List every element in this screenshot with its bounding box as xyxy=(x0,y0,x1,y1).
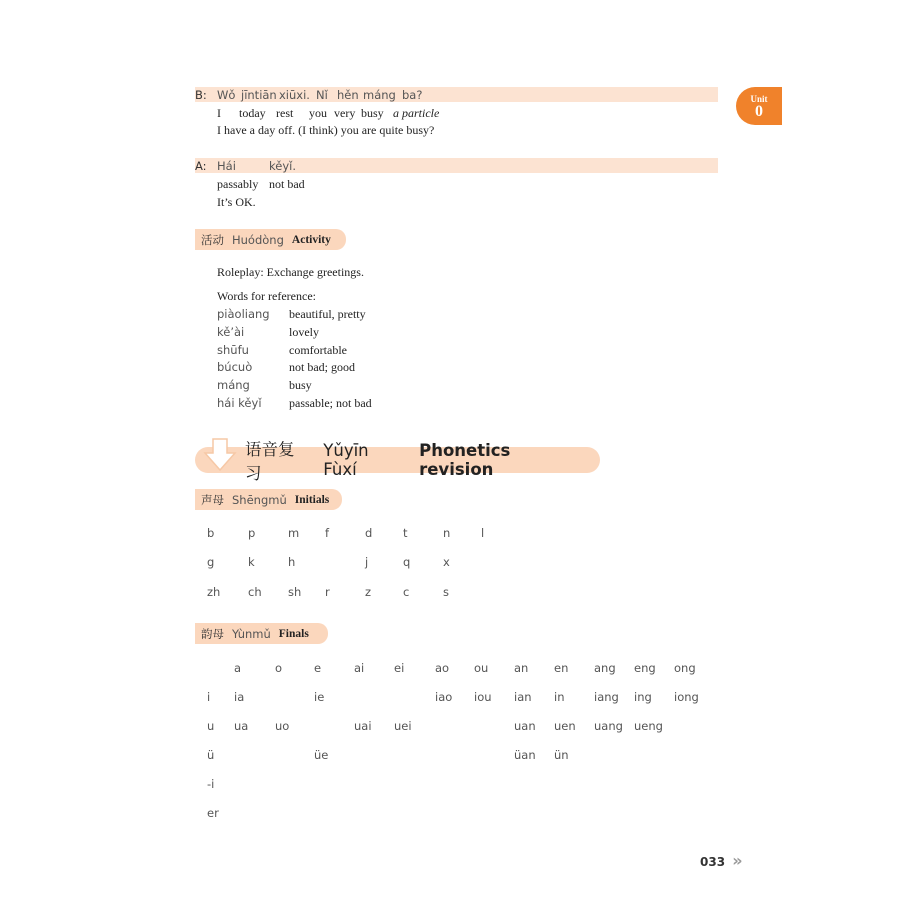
dialogue-a-speaker: A: xyxy=(195,159,207,173)
dialogue-b-gloss-1: I xyxy=(217,106,221,120)
dialogue-a-gloss-1: passably xyxy=(217,177,259,191)
initial-cell: x xyxy=(443,555,450,569)
page-number-value: 033 xyxy=(700,855,726,869)
initial-cell: m xyxy=(288,526,300,540)
initial-cell: b xyxy=(207,526,215,540)
initial-cell: zh xyxy=(207,585,221,599)
final-cell: u xyxy=(207,719,215,733)
final-cell: ao xyxy=(435,661,450,675)
initial-cell: s xyxy=(443,585,449,599)
final-cell: ong xyxy=(674,661,696,675)
initial-cell: n xyxy=(443,526,451,540)
final-cell: i xyxy=(207,690,211,704)
initial-cell: sh xyxy=(288,585,302,599)
ref-word-pinyin: shūfu xyxy=(217,343,249,357)
dialogue-a-gloss-2: not bad xyxy=(269,177,305,191)
final-cell: iong xyxy=(674,690,699,704)
initial-cell: f xyxy=(325,526,330,540)
final-cell: -i xyxy=(207,777,215,791)
dialogue-b-gloss-2: today xyxy=(239,106,266,120)
phonetics-pinyin: Yǔyīn Fùxí xyxy=(323,441,369,479)
initial-cell: k xyxy=(248,555,255,569)
final-cell: er xyxy=(207,806,219,820)
dialogue-a-translation: It’s OK. xyxy=(217,195,256,209)
final-cell: ü xyxy=(207,748,215,762)
initial-cell: g xyxy=(207,555,215,569)
initials-tag-en: Initials xyxy=(294,493,330,506)
activity-ref-heading: Words for reference: xyxy=(217,289,316,303)
initials-tag-pinyin: Shēngmǔ xyxy=(232,492,287,507)
dialogue-b-pinyin-3: xiūxi. xyxy=(279,88,310,102)
dialogue-b-pinyin-6: máng xyxy=(363,88,396,102)
final-cell: ia xyxy=(234,690,245,704)
final-cell: uai xyxy=(354,719,372,733)
final-cell: uang xyxy=(594,719,623,733)
initial-cell: p xyxy=(248,526,256,540)
down-arrow-icon xyxy=(202,437,238,473)
final-cell: a xyxy=(234,661,242,675)
final-cell: iang xyxy=(594,690,619,704)
unit-number: 0 xyxy=(755,103,763,120)
initial-cell: c xyxy=(403,585,410,599)
initial-cell: h xyxy=(288,555,296,569)
final-cell: an xyxy=(514,661,529,675)
initial-cell: z xyxy=(365,585,372,599)
activity-tag-pinyin: Huódòng xyxy=(232,232,284,247)
activity-tag xyxy=(195,229,346,250)
dialogue-b-gloss-6: busy xyxy=(361,106,384,120)
final-cell: uei xyxy=(394,719,412,733)
initials-tag xyxy=(195,489,342,510)
ref-word-meaning: passable; not bad xyxy=(289,396,372,410)
dialogue-a-pinyin-2: kěyǐ. xyxy=(269,159,296,173)
ref-word-meaning: busy xyxy=(289,378,312,392)
dialogue-b-pinyin-4: Nǐ xyxy=(316,88,328,102)
final-cell: uan xyxy=(514,719,536,733)
final-cell: üe xyxy=(314,748,329,762)
phonetics-en: Phonetics revision xyxy=(419,441,511,479)
finals-tag-zh: 韵母 xyxy=(201,626,224,641)
final-cell: en xyxy=(554,661,569,675)
ref-word-pinyin: kě’ài xyxy=(217,325,245,339)
activity-tag-en: Activity xyxy=(291,233,331,246)
final-cell: ian xyxy=(514,690,532,704)
final-cell: ie xyxy=(314,690,325,704)
unit-label: Unit xyxy=(750,94,768,104)
initial-cell: q xyxy=(403,555,411,569)
double-chevron-icon: » xyxy=(732,851,743,870)
final-cell: ing xyxy=(634,690,652,704)
final-cell: e xyxy=(314,661,322,675)
dialogue-b-pinyin-1: Wǒ xyxy=(217,88,236,102)
unit-tab xyxy=(736,87,782,125)
final-cell: in xyxy=(554,690,565,704)
initial-cell: t xyxy=(403,526,408,540)
ref-word-meaning: lovely xyxy=(289,325,319,339)
dialogue-b-pinyin-2: jīntiān xyxy=(241,88,277,102)
page-number xyxy=(700,851,743,870)
initials-tag-zh: 声母 xyxy=(201,492,224,507)
ref-word-pinyin: máng xyxy=(217,378,250,392)
activity-tag-zh: 活动 xyxy=(201,232,224,247)
dialogue-b-gloss-5: very xyxy=(334,106,356,120)
final-cell: üan xyxy=(514,748,536,762)
final-cell: eng xyxy=(634,661,656,675)
phonetics-zh: 语音复习 xyxy=(245,440,295,483)
initial-cell: j xyxy=(365,555,369,569)
final-cell: uen xyxy=(554,719,576,733)
dialogue-b-speaker: B: xyxy=(195,88,207,102)
ref-word-meaning: beautiful, pretty xyxy=(289,307,366,321)
final-cell: ai xyxy=(354,661,365,675)
ref-word-pinyin: búcuò xyxy=(217,360,253,374)
phonetics-revision-header xyxy=(195,440,600,483)
final-cell: ün xyxy=(554,748,569,762)
dialogue-b-pinyin-7: ba? xyxy=(402,88,423,102)
initial-cell: ch xyxy=(248,585,262,599)
final-cell: ueng xyxy=(634,719,663,733)
final-cell: ei xyxy=(394,661,405,675)
dialogue-b-gloss-4: you xyxy=(309,106,327,120)
initial-cell: r xyxy=(325,585,330,599)
final-cell: ou xyxy=(474,661,489,675)
finals-tag-pinyin: Yùnmǔ xyxy=(232,626,271,641)
final-cell: ua xyxy=(234,719,249,733)
final-cell: iou xyxy=(474,690,492,704)
ref-word-pinyin: hái kěyǐ xyxy=(217,396,262,410)
final-cell: uo xyxy=(275,719,290,733)
ref-word-meaning: not bad; good xyxy=(289,360,355,374)
finals-tag xyxy=(195,623,328,644)
initial-cell: d xyxy=(365,526,373,540)
final-cell: o xyxy=(275,661,283,675)
dialogue-b-pinyin-5: hěn xyxy=(337,88,359,102)
finals-tag-en: Finals xyxy=(278,627,309,640)
dialogue-a-pinyin-1: Hái xyxy=(217,159,236,173)
dialogue-b-gloss-3: rest xyxy=(276,106,294,120)
dialogue-b-gloss-7: a particle xyxy=(393,106,440,120)
ref-word-meaning: comfortable xyxy=(289,343,347,357)
final-cell: iao xyxy=(435,690,453,704)
activity-roleplay: Roleplay: Exchange greetings. xyxy=(217,265,364,279)
final-cell: ang xyxy=(594,661,616,675)
initial-cell: l xyxy=(481,526,485,540)
dialogue-b-translation: I have a day off. (I think) you are quite busy? xyxy=(217,123,435,137)
ref-word-pinyin: piàoliang xyxy=(217,307,270,321)
